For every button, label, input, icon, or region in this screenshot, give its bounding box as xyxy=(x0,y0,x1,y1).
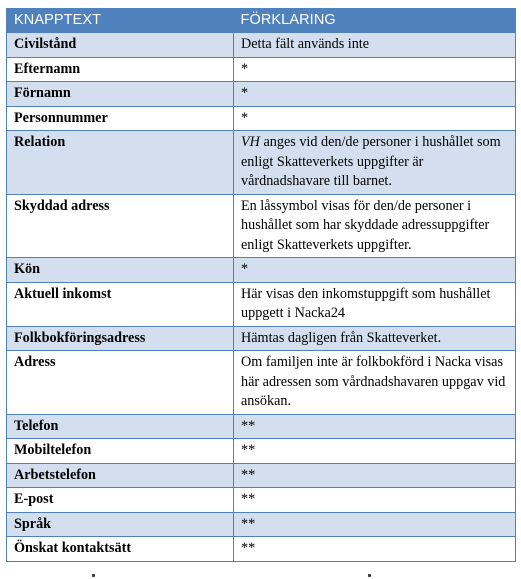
row-label: E-post xyxy=(7,488,234,513)
row-label: Förnamn xyxy=(7,82,234,107)
row-value: Detta fält används inte xyxy=(234,33,516,58)
row-value: ** xyxy=(234,414,516,439)
row-label: Mobiltelefon xyxy=(7,439,234,464)
row-value: * xyxy=(234,57,516,82)
text-fragment-mark xyxy=(368,574,371,577)
table-header-row xyxy=(7,8,516,33)
table-row xyxy=(7,33,516,58)
row-value: * xyxy=(234,106,516,131)
table-row xyxy=(7,131,516,195)
table-row xyxy=(7,537,516,562)
row-value: En låssymbol visas för den/de personer i hushållet som har skyddade adressuppgifter enligt Skatteverkets uppgifter. xyxy=(234,194,516,258)
table-row xyxy=(7,258,516,283)
row-value: Om familjen inte är folkbokförd i Nacka visas här adressen som vårdnadshavaren uppgav vid ansökan. xyxy=(234,351,516,415)
row-label: Adress xyxy=(7,351,234,415)
table-row xyxy=(7,488,516,513)
row-value: ** xyxy=(234,439,516,464)
row-label: Skyddad adress xyxy=(7,194,234,258)
row-label: Telefon xyxy=(7,414,234,439)
row-value: Här visas den inkomstuppgift som hushållet uppgett i Nacka24 xyxy=(234,282,516,326)
row-label: Personnummer xyxy=(7,106,234,131)
row-label: Önskat kontaktsätt xyxy=(7,537,234,562)
row-value: * xyxy=(234,258,516,283)
vh-abbreviation: VH xyxy=(241,134,260,150)
row-label: Kön xyxy=(7,258,234,283)
row-label: Civilstånd xyxy=(7,33,234,58)
table-row xyxy=(7,351,516,415)
row-label: Folkbokföringsadress xyxy=(7,326,234,351)
row-value xyxy=(234,131,516,195)
row-value: ** xyxy=(234,488,516,513)
row-value: * xyxy=(234,82,516,107)
table-row xyxy=(7,326,516,351)
row-label: Efternamn xyxy=(7,57,234,82)
header-knapptext: KNAPPTEXT xyxy=(7,8,234,33)
button-text-table xyxy=(6,8,516,562)
table-row xyxy=(7,194,516,258)
cropped-text-fragment xyxy=(6,574,515,579)
relation-explanation: anges vid den/de personer i hushållet som enligt Skatteverkets uppgifter är vårdnadshavare till barnet. xyxy=(241,134,501,189)
text-fragment-mark xyxy=(92,574,95,577)
row-value: ** xyxy=(234,512,516,537)
row-label: Språk xyxy=(7,512,234,537)
row-value: ** xyxy=(234,537,516,562)
table-row xyxy=(7,512,516,537)
table-row xyxy=(7,282,516,326)
table-row xyxy=(7,106,516,131)
table-row xyxy=(7,463,516,488)
header-forklaring: FÖRKLARING xyxy=(234,8,516,33)
table-row xyxy=(7,439,516,464)
row-label: Aktuell inkomst xyxy=(7,282,234,326)
row-label: Arbetstelefon xyxy=(7,463,234,488)
row-value: Hämtas dagligen från Skatteverket. xyxy=(234,326,516,351)
row-value: ** xyxy=(234,463,516,488)
row-label: Relation xyxy=(7,131,234,195)
table-row xyxy=(7,82,516,107)
table-row xyxy=(7,57,516,82)
table-row xyxy=(7,414,516,439)
